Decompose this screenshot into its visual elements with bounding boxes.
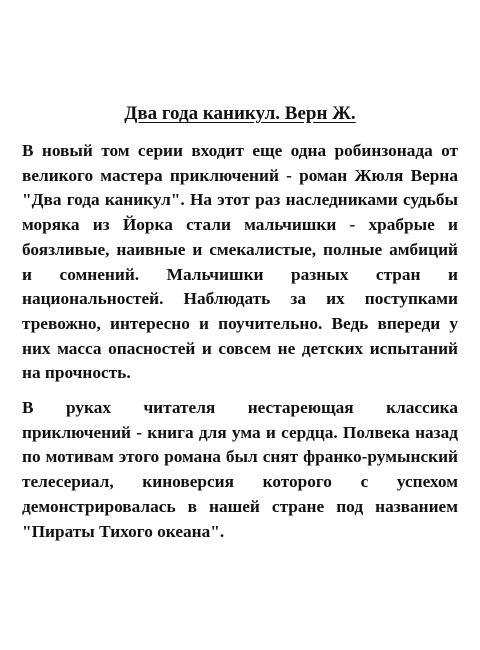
document-title: Два года каникул. Верн Ж.	[124, 103, 356, 124]
paragraph-2: В руках читателя нестареющая классика приключений - книга для ума и сердца. Полвека назад по мотивам этого романа был снят франко-румынский телесериал, киноверсия которого с успехом демонстрировалась в нашей стране под названием "Пираты Тихого океана".	[22, 398, 458, 541]
paragraph-1: В новый том серии входит еще одна робинзонада от великого мастера приключений - роман Жюля Верна "Два года каникул". На этот раз наследниками судьбы моряка из Йорка стали мальчишки - храбрые и боязливые, наивные и смекалистые, полные амбиций и сомнений. Мальчишки разных стран и национальностей. Наблюдать за их поступками тревожно, интересно и поучительно. Ведь впереди у них масса опасностей и совсем не детских испытаний на прочность.	[22, 141, 458, 383]
